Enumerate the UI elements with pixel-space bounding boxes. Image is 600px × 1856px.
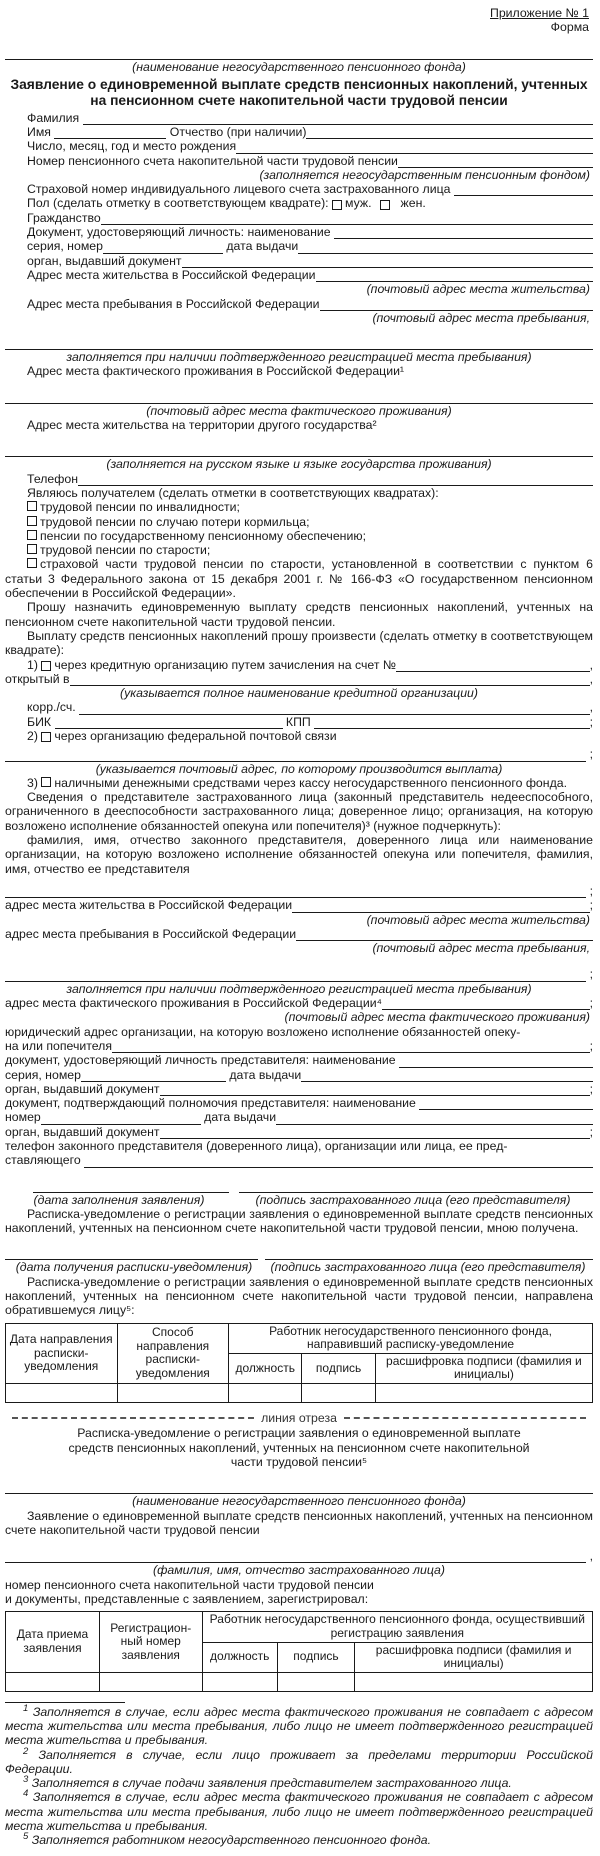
stay-caption-2: заполняется при наличии подтвержденного регистрацией места пребывания) <box>66 350 532 365</box>
signature-block-1 <box>5 1180 593 1193</box>
punct-semicolon-1: ; <box>589 714 593 729</box>
representative-fio-label: фамилия, имя, отчество законного представителя, доверенного лица или наименование организации, на которую возложено исполнение обязанностей опекуна или попечителя, фамилия, имя, отчество ее представителя <box>5 833 593 876</box>
rep-authority-2-blank[interactable] <box>160 1126 590 1139</box>
issue-date-label: дата выдачи <box>222 239 299 254</box>
punct-semicolon-8: ; <box>589 1081 593 1096</box>
rep-phone-label-1: телефон законного представителя (доверенного лица), организации или лица, ее пред- <box>5 1139 508 1153</box>
rep-residence-blank[interactable] <box>292 900 589 913</box>
account-caption: (заполняется негосударственным пенсионным фондом) <box>259 167 590 182</box>
kpp-blank[interactable] <box>314 716 589 729</box>
punct-semicolon-6: ; <box>589 996 593 1011</box>
receiver-option-4 <box>5 543 593 557</box>
t2-blank-sign[interactable] <box>277 1672 354 1691</box>
form-title: Заявление о единовременной выплате средств пенсионных накоплений, учтенных на пенсионном счете накопительной части трудовой пенсии <box>10 76 588 109</box>
birth-label: Число, месяц, год и место рождения <box>27 139 237 154</box>
rep-authority-blank[interactable] <box>160 1083 590 1096</box>
t2-col-date: Дата приема заявления <box>6 1612 100 1672</box>
account-blank[interactable] <box>398 155 593 168</box>
surname-field <box>5 111 593 125</box>
p2-application-title: Заявление о единовременной выплате средств пенсионных накоплений, учтенных на пенсионном счете накопительной части трудовой пенсии <box>5 1508 593 1537</box>
series-label: серия, номер <box>27 239 103 254</box>
actual-address-blank[interactable] <box>5 391 593 404</box>
payment-option-3-num: 3) <box>27 775 42 790</box>
punct-comma-1: , <box>589 657 593 672</box>
footnote-3-text: Заполняется в случае подачи заявления представителем застрахованного лица. <box>28 1776 512 1791</box>
signature-captions-2 <box>5 1260 593 1274</box>
t1-col-position: должность <box>229 1353 302 1383</box>
postal-address-blank[interactable] <box>5 749 586 762</box>
rep-stay-extra-blank[interactable] <box>5 969 586 982</box>
birth-field <box>5 139 593 153</box>
punct-semicolon-4: ; <box>589 898 593 913</box>
p2-fund-name-field <box>5 1481 593 1494</box>
footnote-2 <box>5 1745 593 1777</box>
detachable-receipt-title: Расписка-уведомление о регистрации заявления о единовременной выплате средств пенсионных накоплений, учтенных на пенсионном счете накопительной части трудовой пенсии⁵ <box>68 1426 530 1469</box>
rep-authority-2-label: орган, выдавший документ <box>5 1124 160 1139</box>
sex-female-checkbox[interactable] <box>380 200 390 210</box>
rep-residence-field <box>5 898 593 912</box>
t1-col-decipher: расшифровка подписи (фамилия и инициалы) <box>375 1353 592 1383</box>
surname-label: Фамилия <box>27 110 83 125</box>
receiver-option-1 <box>5 500 593 514</box>
receiver-option-4-label: трудовой пенсии по старости; <box>40 543 211 558</box>
snils-field <box>5 182 593 196</box>
actual-address-field <box>5 391 593 404</box>
footnote-1-num: 1 <box>23 1702 29 1714</box>
t1-blank-date[interactable] <box>6 1384 118 1403</box>
representative-fio-field <box>5 884 593 898</box>
p2-fund-name-caption: (наименование негосударственного пенсионного фонда) <box>132 1494 466 1509</box>
citizenship-field <box>5 211 593 225</box>
punct-semicolon-9: ; <box>589 1124 593 1139</box>
footnote-1 <box>5 1702 593 1748</box>
footnote-1-text: Заполняется в случае, если адрес места фактического проживания не совпадает с адресом места жительства или места пребывания, либо лицо не имеет подтвержденного регистрацией места жительства и пребывания. <box>5 1704 593 1748</box>
receipt-signature-caption: (подпись застрахованного лица (его представителя) <box>270 1260 586 1275</box>
t1-col-method: Способ направления расписки-уведомления <box>117 1323 229 1383</box>
registration-table <box>5 1611 593 1691</box>
residence-caption: (почтовый адрес места жительства) <box>366 282 590 297</box>
t1-blank-row <box>6 1384 593 1403</box>
signature-caption: (подпись застрахованного лица (его представителя) <box>255 1192 571 1207</box>
rep-legal-address-label-1: юридический адрес организации, на которую возложено исполнение обязанностей опеку- <box>5 1024 521 1039</box>
postal-address-caption: (указывается почтовый адрес, по которому производится выплата) <box>95 761 503 776</box>
rep-stay-blank[interactable] <box>296 928 593 941</box>
rep-authority-2-field <box>5 1125 593 1139</box>
fund-name-field <box>5 47 593 60</box>
t2-col-worker: Работник негосударственного пенсионного фонда, осуществивший регистрацию заявления <box>202 1612 592 1642</box>
annex-label: Приложение № 1 <box>490 6 589 20</box>
patronymic-blank[interactable] <box>306 126 593 139</box>
series-field <box>5 239 593 253</box>
receipt-received-text: Расписка-уведомление о регистрации заявления о единовременной выплате средств пенсионных накоплений, учтенных на пенсионном счете накопительной части трудовой пенсии, мною получена. <box>5 1206 593 1236</box>
p2-account-line: номер пенсионного счета накопительной части трудовой пенсии <box>5 1577 374 1592</box>
sex-female-label: жен. <box>400 196 426 211</box>
receipt-sent-text: Расписка-уведомление о регистрации заявления о единовременной выплате средств пенсионных накоплений, учтенных на пенсионном счете накопительной части трудовой пенсии, направлена обратившемуся лицу⁵: <box>5 1274 593 1318</box>
rep-number-label: номер <box>5 1110 41 1125</box>
foreign-address-blank[interactable] <box>5 444 593 457</box>
stay-extra-field <box>5 337 593 350</box>
rep-series-field <box>5 1068 593 1082</box>
stay-caption-1: (почтовый адрес места пребывания, <box>372 310 590 325</box>
p2-fio-field <box>5 1549 593 1563</box>
footnote-2-text: Заполняется в случае, если лицо проживает за пределами территории Российской Федерации. <box>5 1747 593 1776</box>
annex-header <box>5 6 593 35</box>
name-patronymic-field <box>5 125 593 139</box>
account-field <box>5 154 593 168</box>
id-doc-label: Документ, удостоверяющий личность: наименование <box>27 225 335 240</box>
foreign-address-field <box>5 444 593 457</box>
rep-phone-label-2: ставляющего <box>5 1153 85 1168</box>
footnote-2-num: 2 <box>23 1745 29 1757</box>
stay-extra-blank[interactable] <box>5 337 593 350</box>
rep-id-doc-field <box>5 1053 593 1067</box>
cut-line-label: линия отреза <box>261 1411 337 1426</box>
footnote-5-text: Заполняется работником негосударственного пенсионного фонда. <box>28 1833 432 1848</box>
postal-address-field <box>5 747 593 761</box>
footnote-5-num: 5 <box>23 1831 29 1843</box>
punct-semicolon-5: ; <box>589 967 593 982</box>
rep-actual-blank[interactable] <box>382 997 590 1010</box>
phone-label: Телефон <box>27 471 79 486</box>
rep-stay-caption-2: заполняется при наличии подтвержденного регистрацией места пребывания) <box>66 981 532 996</box>
request-pay-intro: Выплату средств пенсионных накоплений прошу произвести (сделать отметку в соответствующем квадрате): <box>5 628 593 658</box>
rep-stay-extra-field <box>5 967 593 981</box>
stay-label: Адрес места пребывания в Российской Федерации <box>27 296 320 311</box>
t2-blank-row <box>6 1672 593 1691</box>
payment-option-2 <box>5 729 593 743</box>
sex-label: Пол (сделать отметку в соответствующем квадрате): <box>27 196 333 211</box>
payment-checkbox-1[interactable] <box>41 661 51 671</box>
t2-col-regnum: Регистрационный номер заявления <box>99 1612 202 1672</box>
payment-option-1-num: 1) <box>27 657 42 672</box>
receiver-option-5-label: страховой части трудовой пенсии по старости, установленной в соответствии с пунктом 6 статьи 3 Федерального закона от 15 декабря 2001 г. № 166-ФЗ «О государственном пенсионном обеспечении в Российской Федерации». <box>5 557 593 601</box>
id-doc-field <box>5 225 593 239</box>
rep-auth-doc-label: документ, подтверждающий полномочия представителя: наименование <box>5 1096 420 1111</box>
rep-stay-label: адрес места пребывания в Российской Федерации <box>5 926 297 941</box>
representative-intro: Сведения о представителе застрахованного лица (законный представитель недееспособного, ограниченного в дееспособности застрахованного лица; доверенное лицо; организация, на которую возложено исполнение обязанностей опекуна или попечителя)³ (нужное подчеркнуть): <box>5 790 593 833</box>
t2-col-decipher: расшифровка подписи (фамилия и инициалы) <box>355 1642 593 1672</box>
rep-number-field <box>5 1110 593 1124</box>
rep-stay-caption-1: (почтовый адрес места пребывания, <box>372 941 590 956</box>
request-appoint: Прошу назначить единовременную выплату средств пенсионных накоплений, учтенных на пенсионном счете накопительной части трудовой пенсии. <box>5 600 593 629</box>
rep-issue-date-blank[interactable] <box>301 1069 593 1082</box>
receipt-signature-blank[interactable] <box>265 1247 593 1260</box>
t1-blank-method[interactable] <box>117 1384 229 1403</box>
representative-fio-blank[interactable] <box>5 885 586 898</box>
signature-captions-1 <box>5 1193 593 1207</box>
receiver-checkbox-3[interactable] <box>27 530 37 540</box>
payment-checkbox-2[interactable] <box>41 732 51 742</box>
citizenship-label: Гражданство <box>27 210 101 225</box>
sex-male-checkbox[interactable] <box>332 200 342 210</box>
t1-blank-sign[interactable] <box>302 1384 375 1403</box>
snils-label: Страховой номер индивидуального лицевого счета застрахованного лица <box>27 182 454 197</box>
punct-semicolon-7: ; <box>589 1038 593 1053</box>
receiver-option-1-label: трудовой пенсии по инвалидности; <box>40 500 240 515</box>
foreign-address-caption: (заполняется на русском языке и языке государства проживания) <box>106 457 492 472</box>
rep-number-blank[interactable] <box>41 1112 201 1125</box>
t2-col-position: должность <box>202 1642 277 1672</box>
rep-phone-field <box>5 1153 593 1167</box>
receiver-checkbox-1[interactable] <box>27 501 37 511</box>
receiver-option-2-label: трудовой пенсии по случаю потери кормильца; <box>40 514 310 529</box>
cut-dash-left <box>12 1417 254 1419</box>
stay-blank[interactable] <box>320 298 593 311</box>
phone-blank[interactable] <box>78 473 593 486</box>
t2-col-sign: подпись <box>277 1642 354 1672</box>
t1-blank-decipher[interactable] <box>375 1384 592 1403</box>
stay-field <box>5 297 593 311</box>
receiver-checkbox-2[interactable] <box>27 516 37 526</box>
actual-address-caption: (почтовый адрес места фактического проживания) <box>146 403 452 418</box>
signature-blank[interactable] <box>239 1180 593 1193</box>
footnote-3-num: 3 <box>23 1774 29 1786</box>
residence-field <box>5 268 593 282</box>
rep-id-doc-label: документ, удостоверяющий личность представителя: наименование <box>5 1053 400 1068</box>
punct-comma-3: , <box>589 700 593 715</box>
sex-field <box>5 196 593 210</box>
receiver-checkbox-4[interactable] <box>27 544 37 554</box>
receipt-date-caption: (дата получения расписки-уведомления) <box>15 1260 253 1275</box>
authority-blank[interactable] <box>182 255 593 268</box>
t1-col-sign: подпись <box>302 1353 375 1383</box>
snils-blank[interactable] <box>454 183 593 196</box>
rep-series-blank[interactable] <box>81 1069 226 1082</box>
series-blank[interactable] <box>103 241 223 254</box>
form-label: Форма <box>550 20 589 35</box>
receiver-option-5 <box>5 557 593 600</box>
opened-in-label: открытый в <box>5 671 70 686</box>
rep-actual-label: адрес места фактического проживания в Российской Федерации⁴ <box>5 996 382 1011</box>
t1-blank-position[interactable] <box>229 1384 302 1403</box>
receipt-date-blank[interactable] <box>5 1247 258 1260</box>
p2-registered-line: и документы, представленные с заявлением, зарегистрировал: <box>5 1592 369 1607</box>
patronymic-label: Отчество (при наличии) <box>166 125 307 139</box>
actual-address-label: Адрес места фактического проживания в Российской Федерации¹ <box>27 364 405 379</box>
sex-male-label: муж. <box>345 196 372 211</box>
punct-semicolon-2: ; <box>589 747 593 762</box>
rep-auth-doc-blank[interactable] <box>419 1097 593 1110</box>
rep-auth-doc-field <box>5 1096 593 1110</box>
account-label: Номер пенсионного счета накопительной части трудовой пенсии <box>27 153 398 168</box>
surname-blank[interactable] <box>83 112 593 125</box>
signature-block-2 <box>5 1247 593 1260</box>
authority-label: орган, выдавший документ <box>27 253 182 268</box>
payment-checkbox-3[interactable] <box>41 777 51 787</box>
t2-blank-position[interactable] <box>202 1672 277 1691</box>
footnote-5 <box>5 1833 593 1847</box>
issue-date-blank[interactable] <box>298 241 593 254</box>
bik-blank[interactable] <box>55 716 283 729</box>
residence-label: Адрес места жительства в Российской Федерации <box>27 267 316 282</box>
phone-field <box>5 472 593 486</box>
id-doc-blank[interactable] <box>334 226 593 239</box>
t1-col-worker: Работник негосударственного пенсионного фонда, направивший расписку-уведомление <box>229 1323 593 1353</box>
corr-account-field <box>5 700 593 714</box>
credit-org-caption: (указывается полное наименование кредитной организации) <box>120 686 478 701</box>
footnote-3 <box>5 1776 593 1790</box>
foreign-address-label: Адрес места жительства на территории другого государства² <box>27 418 377 433</box>
t2-blank-regnum[interactable] <box>99 1672 202 1691</box>
fill-date-caption: (дата заполнения заявления) <box>33 1192 205 1207</box>
rep-issue-date-label: дата выдачи <box>225 1067 302 1082</box>
bik-kpp-field <box>5 715 593 729</box>
rep-legal-address-blank[interactable] <box>112 1040 590 1053</box>
residence-blank[interactable] <box>316 269 593 282</box>
receiver-checkbox-5[interactable] <box>27 558 37 568</box>
authority-field <box>5 254 593 268</box>
rep-legal-address-label-2: на или попечителя <box>5 1038 112 1053</box>
p2-fio-caption: (фамилия, имя, отчество застрахованного лица) <box>153 1563 445 1578</box>
punct-comma-4: , <box>589 1549 593 1564</box>
rep-legal-address-field <box>5 1039 593 1053</box>
rep-stay-field <box>5 927 593 941</box>
receipt-dispatch-table <box>5 1323 593 1403</box>
receiver-intro: Являюсь получателем (сделать отметки в соответствующих квадратах): <box>27 485 439 500</box>
rep-issue-date-2-label: дата выдачи <box>200 1110 277 1125</box>
name-blank[interactable] <box>54 126 166 139</box>
rep-id-doc-blank[interactable] <box>399 1055 593 1068</box>
t2-blank-date[interactable] <box>6 1672 100 1691</box>
receiver-option-2 <box>5 515 593 529</box>
payment-option-2-num: 2) <box>27 728 42 743</box>
rep-actual-field <box>5 996 593 1010</box>
rep-issue-date-2-blank[interactable] <box>276 1112 593 1125</box>
receiver-option-3-label: пенсии по государственному пенсионному обеспечению; <box>40 528 366 543</box>
cut-line <box>5 1411 593 1425</box>
payment-option-3 <box>5 776 593 790</box>
p2-fio-blank[interactable] <box>5 1550 586 1563</box>
rep-residence-label: адрес места жительства в Российской Федерации <box>5 898 293 913</box>
rep-authority-field <box>5 1082 593 1096</box>
rep-series-label: серия, номер <box>5 1067 81 1082</box>
fund-name-blank[interactable] <box>5 47 593 60</box>
rep-actual-caption: (почтовый адрес места фактического проживания) <box>284 1010 590 1025</box>
opened-in-field <box>5 672 593 686</box>
corr-account-label: корр./сч. <box>27 700 80 715</box>
citizenship-blank[interactable] <box>101 212 593 225</box>
rep-residence-caption: (почтовый адрес места жительства) <box>366 912 590 927</box>
bik-label: БИК <box>27 714 55 729</box>
fund-name-caption: (наименование негосударственного пенсионного фонда) <box>132 59 466 74</box>
cut-dash-right <box>344 1417 586 1419</box>
receiver-option-3 <box>5 529 593 543</box>
p2-fund-name-blank[interactable] <box>5 1481 593 1494</box>
footnote-4-text: Заполняется в случае, если адрес места фактического проживания не совпадает с адресом места жительства или места пребывания, либо лицо не имеет подтвержденного регистрацией места жительства и пребывания. <box>5 1790 593 1834</box>
corr-account-blank[interactable] <box>79 702 589 715</box>
punct-semicolon-3: ; <box>589 883 593 898</box>
name-label: Имя <box>27 125 55 139</box>
payment-option-1 <box>5 658 593 672</box>
birth-blank[interactable] <box>236 141 593 154</box>
t2-blank-decipher[interactable] <box>355 1672 593 1691</box>
t1-col-date: Дата направления расписки-уведомления <box>6 1323 118 1383</box>
payment-option-2-label: через организацию федеральной почтовой связи <box>54 728 337 743</box>
kpp-label: КПП <box>282 714 315 729</box>
payment-option-1-label: через кредитную организацию путем зачисления на счет № <box>54 657 397 672</box>
footnote-4-num: 4 <box>23 1788 29 1800</box>
rep-phone-blank[interactable] <box>84 1155 593 1168</box>
footnote-4 <box>5 1790 593 1833</box>
opened-in-blank[interactable] <box>70 673 590 686</box>
fill-date-blank[interactable] <box>33 1180 229 1193</box>
payment-option-3-label: наличными денежными средствами через кассу негосударственного пенсионного фонда. <box>54 775 567 790</box>
rep-authority-label: орган, выдавший документ <box>5 1081 160 1096</box>
account-number-blank[interactable] <box>396 659 590 672</box>
punct-comma-2: , <box>589 671 593 686</box>
